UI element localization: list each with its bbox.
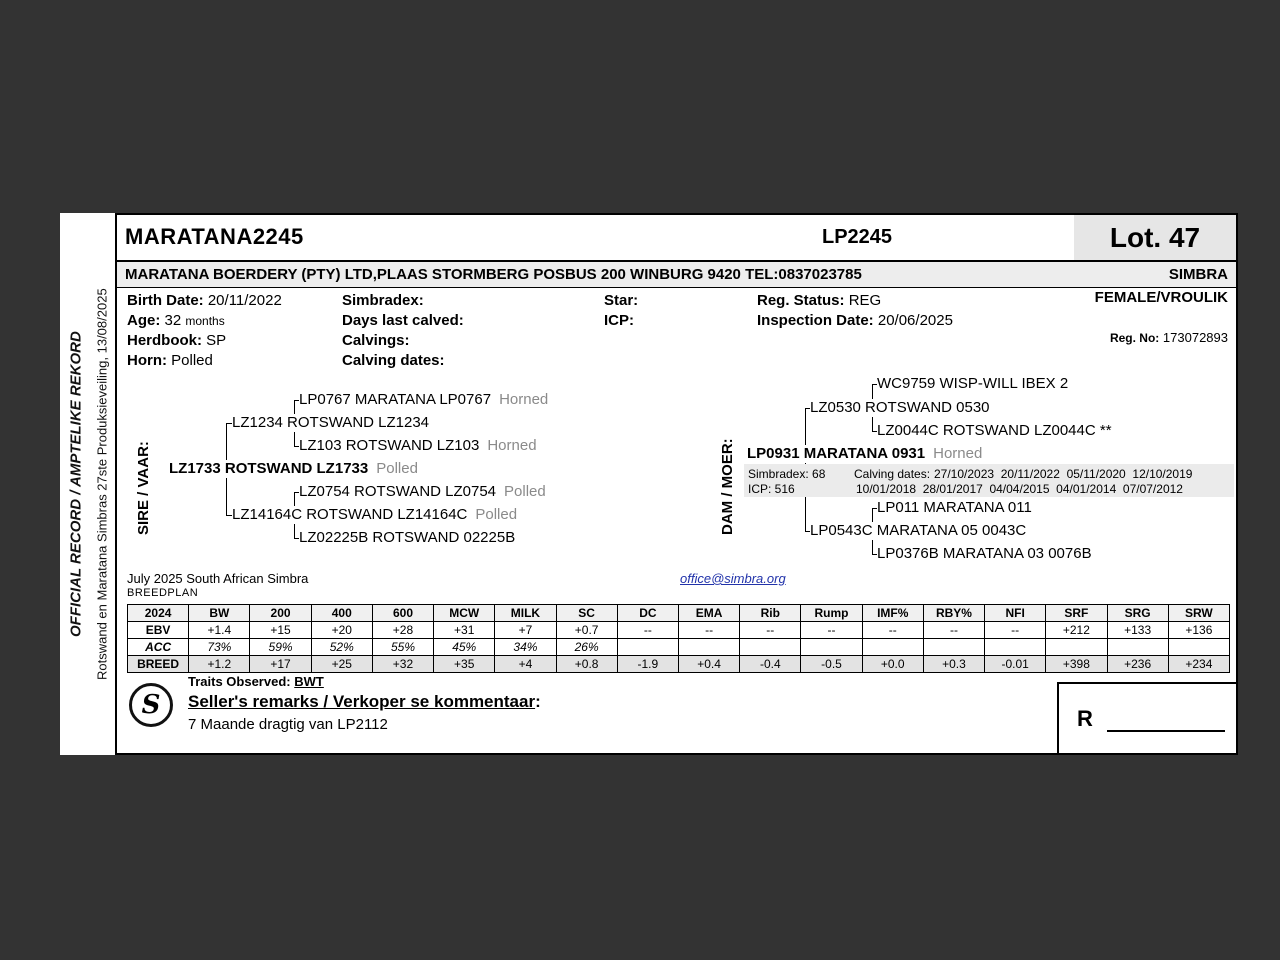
dam-sire-node	[810, 399, 1001, 417]
ebv-cell: 34%	[495, 639, 556, 656]
horn-field	[127, 352, 213, 369]
reg-status-field	[757, 292, 881, 309]
ebv-cell	[923, 639, 984, 656]
reg-no-field	[1110, 330, 1228, 345]
ebv-cell: IMF%	[862, 605, 923, 622]
ebv-cell: +15	[250, 622, 311, 639]
calvings-field	[342, 332, 410, 349]
ebv-cell: +32	[372, 656, 433, 673]
dam-section-label: DAM / MOER:	[719, 438, 736, 535]
seller-remarks-heading	[188, 692, 541, 712]
horn-status: Horned	[487, 437, 537, 454]
days-last-calved-field	[342, 312, 464, 329]
ebv-cell: SRF	[1046, 605, 1107, 622]
animal-name: LZ02225B ROTSWAND 02225B	[299, 529, 516, 546]
ebv-cell	[1107, 639, 1168, 656]
animal-name: LZ103 ROTSWAND LZ103	[299, 437, 480, 454]
price-box	[1057, 682, 1238, 753]
reg-no-value: 173072893	[1162, 330, 1228, 345]
ebv-cell: 400	[311, 605, 372, 622]
ebv-cell: SC	[556, 605, 617, 622]
ebv-cell: +17	[250, 656, 311, 673]
dam-simbradex: Simbradex: 68	[748, 467, 826, 481]
ebv-cell: ACC	[128, 639, 189, 656]
horn-status: Polled	[475, 506, 518, 523]
ebv-cell	[801, 639, 862, 656]
ebv-cell	[985, 639, 1046, 656]
ebv-cell: +20	[311, 622, 372, 639]
ebv-cell: +133	[1107, 622, 1168, 639]
animal-id: MARATANA2245	[125, 224, 304, 249]
ebv-cell: EBV	[128, 622, 189, 639]
animal-name: LZ14164C ROTSWAND LZ14164C	[232, 506, 468, 523]
ebv-cell: EMA	[678, 605, 739, 622]
ebv-cell: --	[801, 622, 862, 639]
animal-name: LZ0530 ROTSWAND 0530	[810, 399, 990, 416]
animal-name: LP0767 MARATANA LP0767	[299, 391, 492, 408]
animal-name: LZ1733 ROTSWAND LZ1733	[169, 460, 369, 477]
ebv-cell: --	[740, 622, 801, 639]
calving-dates-label: Calving dates:	[342, 352, 445, 369]
simbra-email-link[interactable]: office@simbra.org	[680, 571, 786, 586]
ebv-cell: 200	[250, 605, 311, 622]
ebv-cell: 73%	[189, 639, 250, 656]
ebv-cell: +1.2	[189, 656, 250, 673]
ebv-cell: BREED	[128, 656, 189, 673]
ebv-cell: MCW	[434, 605, 495, 622]
birth-date-field	[127, 292, 282, 309]
ebv-cell: +35	[434, 656, 495, 673]
seller-info: MARATANA BOERDERY (PTY) LTD,PLAAS STORMBERG POSBUS 200 WINBURG 9420 TEL:0837023785	[125, 266, 862, 283]
herdbook-label: Herdbook:	[127, 332, 202, 349]
animal-name: LZ1234 ROTSWAND LZ1234	[232, 414, 430, 431]
ebv-cell	[678, 639, 739, 656]
ebv-cell: +398	[1046, 656, 1107, 673]
ebv-cell	[1168, 639, 1229, 656]
age-unit: months	[185, 314, 225, 328]
animal-name: LP0931 MARATANA 0931	[747, 445, 926, 462]
ebv-cell: +136	[1168, 622, 1229, 639]
inspection-date-label: Inspection Date:	[757, 312, 874, 329]
seller-bar	[117, 262, 1236, 288]
ebv-cell	[617, 639, 678, 656]
ebv-cell: +0.4	[678, 656, 739, 673]
ebv-cell	[862, 639, 923, 656]
dam-dam-dam-node	[877, 545, 1103, 563]
ebv-cell: --	[862, 622, 923, 639]
birth-date-label: Birth Date:	[127, 292, 204, 309]
birth-date-value: 20/11/2022	[207, 292, 282, 309]
seller-remarks-heading-text: Seller's remarks / Verkoper se kommentaar	[188, 692, 536, 711]
ebv-cell: +236	[1107, 656, 1168, 673]
ebv-cell: --	[985, 622, 1046, 639]
ebv-cell: SRG	[1107, 605, 1168, 622]
breed-label: SIMBRA	[1168, 266, 1228, 283]
breedplan-issue: July 2025 South African Simbra	[127, 571, 309, 586]
sale-event-vertical-text: Rotswand en Maratana Simbras 27ste Produksieveiling, 13/08/2025	[94, 288, 110, 680]
ebv-cell: BW	[189, 605, 250, 622]
traits-observed	[188, 674, 324, 689]
ebv-cell: --	[617, 622, 678, 639]
animal-name: LZ0044C ROTSWAND LZ0044C **	[877, 422, 1112, 439]
animal-name: LP0543C MARATANA 05 0043C	[810, 522, 1027, 539]
dam-dam-sire-node	[877, 499, 1043, 517]
ebv-cell: +7	[495, 622, 556, 639]
icp-label: ICP:	[604, 312, 634, 329]
ebv-cell: NFI	[985, 605, 1046, 622]
simbradex-label: Simbradex:	[342, 292, 424, 309]
horn-label: Horn:	[127, 352, 167, 369]
breedplan-brand: BREEDPLAN	[127, 587, 199, 599]
horn-status: Horned	[499, 391, 549, 408]
seller-remarks-text: 7 Maande dragtig van LP2112	[188, 716, 388, 733]
horn-status: Horned	[933, 445, 983, 462]
reg-status-value: REG	[848, 292, 882, 309]
ebv-cell: DC	[617, 605, 678, 622]
dam-dam-node	[810, 522, 1037, 540]
price-currency-prefix: R	[1077, 706, 1093, 731]
days-last-calved-label: Days last calved:	[342, 312, 464, 329]
ebv-cell: +234	[1168, 656, 1229, 673]
star-field	[604, 292, 638, 309]
animal-name: LP0376B MARATANA 03 0076B	[877, 545, 1092, 562]
ebv-row-acc	[128, 639, 1230, 656]
animal-name: LZ0754 ROTSWAND LZ0754	[299, 483, 497, 500]
ebv-cell: +25	[311, 656, 372, 673]
ebv-cell: --	[923, 622, 984, 639]
ebv-cell: -0.5	[801, 656, 862, 673]
ebv-cell	[1046, 639, 1107, 656]
inspection-date-field	[757, 312, 953, 329]
ebv-cell: 59%	[250, 639, 311, 656]
ebv-cell: MILK	[495, 605, 556, 622]
lp-number: LP2245	[822, 226, 893, 248]
traits-value: BWT	[294, 674, 324, 689]
ebv-cell: +4	[495, 656, 556, 673]
sire-granddam-node	[299, 437, 540, 455]
dam-stats-block	[744, 464, 1234, 497]
animal-name: WC9759 WISP-WILL IBEX 2	[877, 375, 1069, 392]
official-record-vertical-text: OFFICIAL RECORD / AMPTELIKE REKORD	[67, 331, 85, 637]
ebv-header-row	[128, 605, 1230, 622]
dam-calving-dates-label: Calving dates:	[854, 467, 931, 481]
herdbook-value: SP	[206, 332, 227, 349]
ebv-cell: +1.4	[189, 622, 250, 639]
star-label: Star:	[604, 292, 639, 309]
lot-header	[117, 215, 1236, 262]
animal-name: LP011 MARATANA 011	[877, 499, 1032, 516]
ebv-cell: +28	[372, 622, 433, 639]
herdbook-field	[127, 332, 226, 349]
ebv-cell: +0.0	[862, 656, 923, 673]
ebv-cell	[740, 639, 801, 656]
ebv-cell: 52%	[311, 639, 372, 656]
dam-icp: ICP: 516	[748, 482, 795, 496]
horn-status: Polled	[504, 483, 546, 500]
ebv-cell: Rib	[740, 605, 801, 622]
ebv-cell: +0.7	[556, 622, 617, 639]
catalog-page	[60, 213, 1238, 755]
calvings-label: Calvings:	[342, 332, 410, 349]
sire-section-label: SIRE / VAAR:	[135, 441, 152, 535]
sire-grandsire-node	[299, 391, 551, 409]
reg-status-label: Reg. Status:	[757, 292, 845, 309]
ebv-cell: SRW	[1168, 605, 1229, 622]
sire-sire-node	[232, 414, 440, 432]
simbradex-field	[342, 292, 424, 309]
simbra-logo-icon: S	[129, 683, 173, 727]
dam-node	[747, 445, 985, 463]
seller-remarks-colon: :	[535, 692, 541, 711]
ebv-cell: +0.3	[923, 656, 984, 673]
ebv-row-ebv	[128, 622, 1230, 639]
ebv-cell: -1.9	[617, 656, 678, 673]
ebv-table	[127, 604, 1230, 673]
ebv-cell: RBY%	[923, 605, 984, 622]
sex-label: FEMALE/VROULIK	[1094, 289, 1228, 306]
age-field	[127, 312, 225, 329]
sire-dam-node	[232, 506, 520, 524]
ebv-cell: --	[678, 622, 739, 639]
ebv-cell: 2024	[128, 605, 189, 622]
dam-granddam-node	[877, 422, 1123, 440]
horn-status: Polled	[376, 460, 418, 477]
dam-grandsire-node	[877, 375, 1079, 393]
calving-dates-field	[342, 352, 445, 369]
ebv-cell: +212	[1046, 622, 1107, 639]
ebv-cell: 45%	[434, 639, 495, 656]
dam-calving-dates-line2: 10/01/2018 28/01/2017 04/04/2015 04/01/2014 07/07/2012	[856, 482, 1183, 496]
ebv-cell: 600	[372, 605, 433, 622]
sire-dam-sire-node	[299, 483, 549, 501]
age-value: 32	[164, 312, 182, 329]
inspection-date-value: 20/06/2025	[877, 312, 953, 329]
sire-node	[169, 460, 421, 478]
lot-content-box	[115, 213, 1238, 755]
ebv-cell: +0.8	[556, 656, 617, 673]
horn-value: Polled	[171, 352, 213, 369]
ebv-cell: 26%	[556, 639, 617, 656]
reg-no-label: Reg. No:	[1109, 331, 1160, 345]
ebv-cell: +31	[434, 622, 495, 639]
age-label: Age:	[127, 312, 161, 329]
icp-field	[604, 312, 634, 329]
ebv-cell: -0.01	[985, 656, 1046, 673]
ebv-row-breed	[128, 656, 1230, 673]
traits-label: Traits Observed:	[188, 674, 291, 689]
lot-number-badge: Lot. 47	[1074, 215, 1236, 260]
ebv-cell: -0.4	[740, 656, 801, 673]
ebv-cell: 55%	[372, 639, 433, 656]
price-blank-line	[1107, 730, 1225, 732]
ebv-cell: Rump	[801, 605, 862, 622]
dam-calving-dates-line1: 27/10/2023 20/11/2022 05/11/2020 12/10/2019	[934, 467, 1193, 481]
sire-dam-dam-node	[299, 529, 526, 547]
